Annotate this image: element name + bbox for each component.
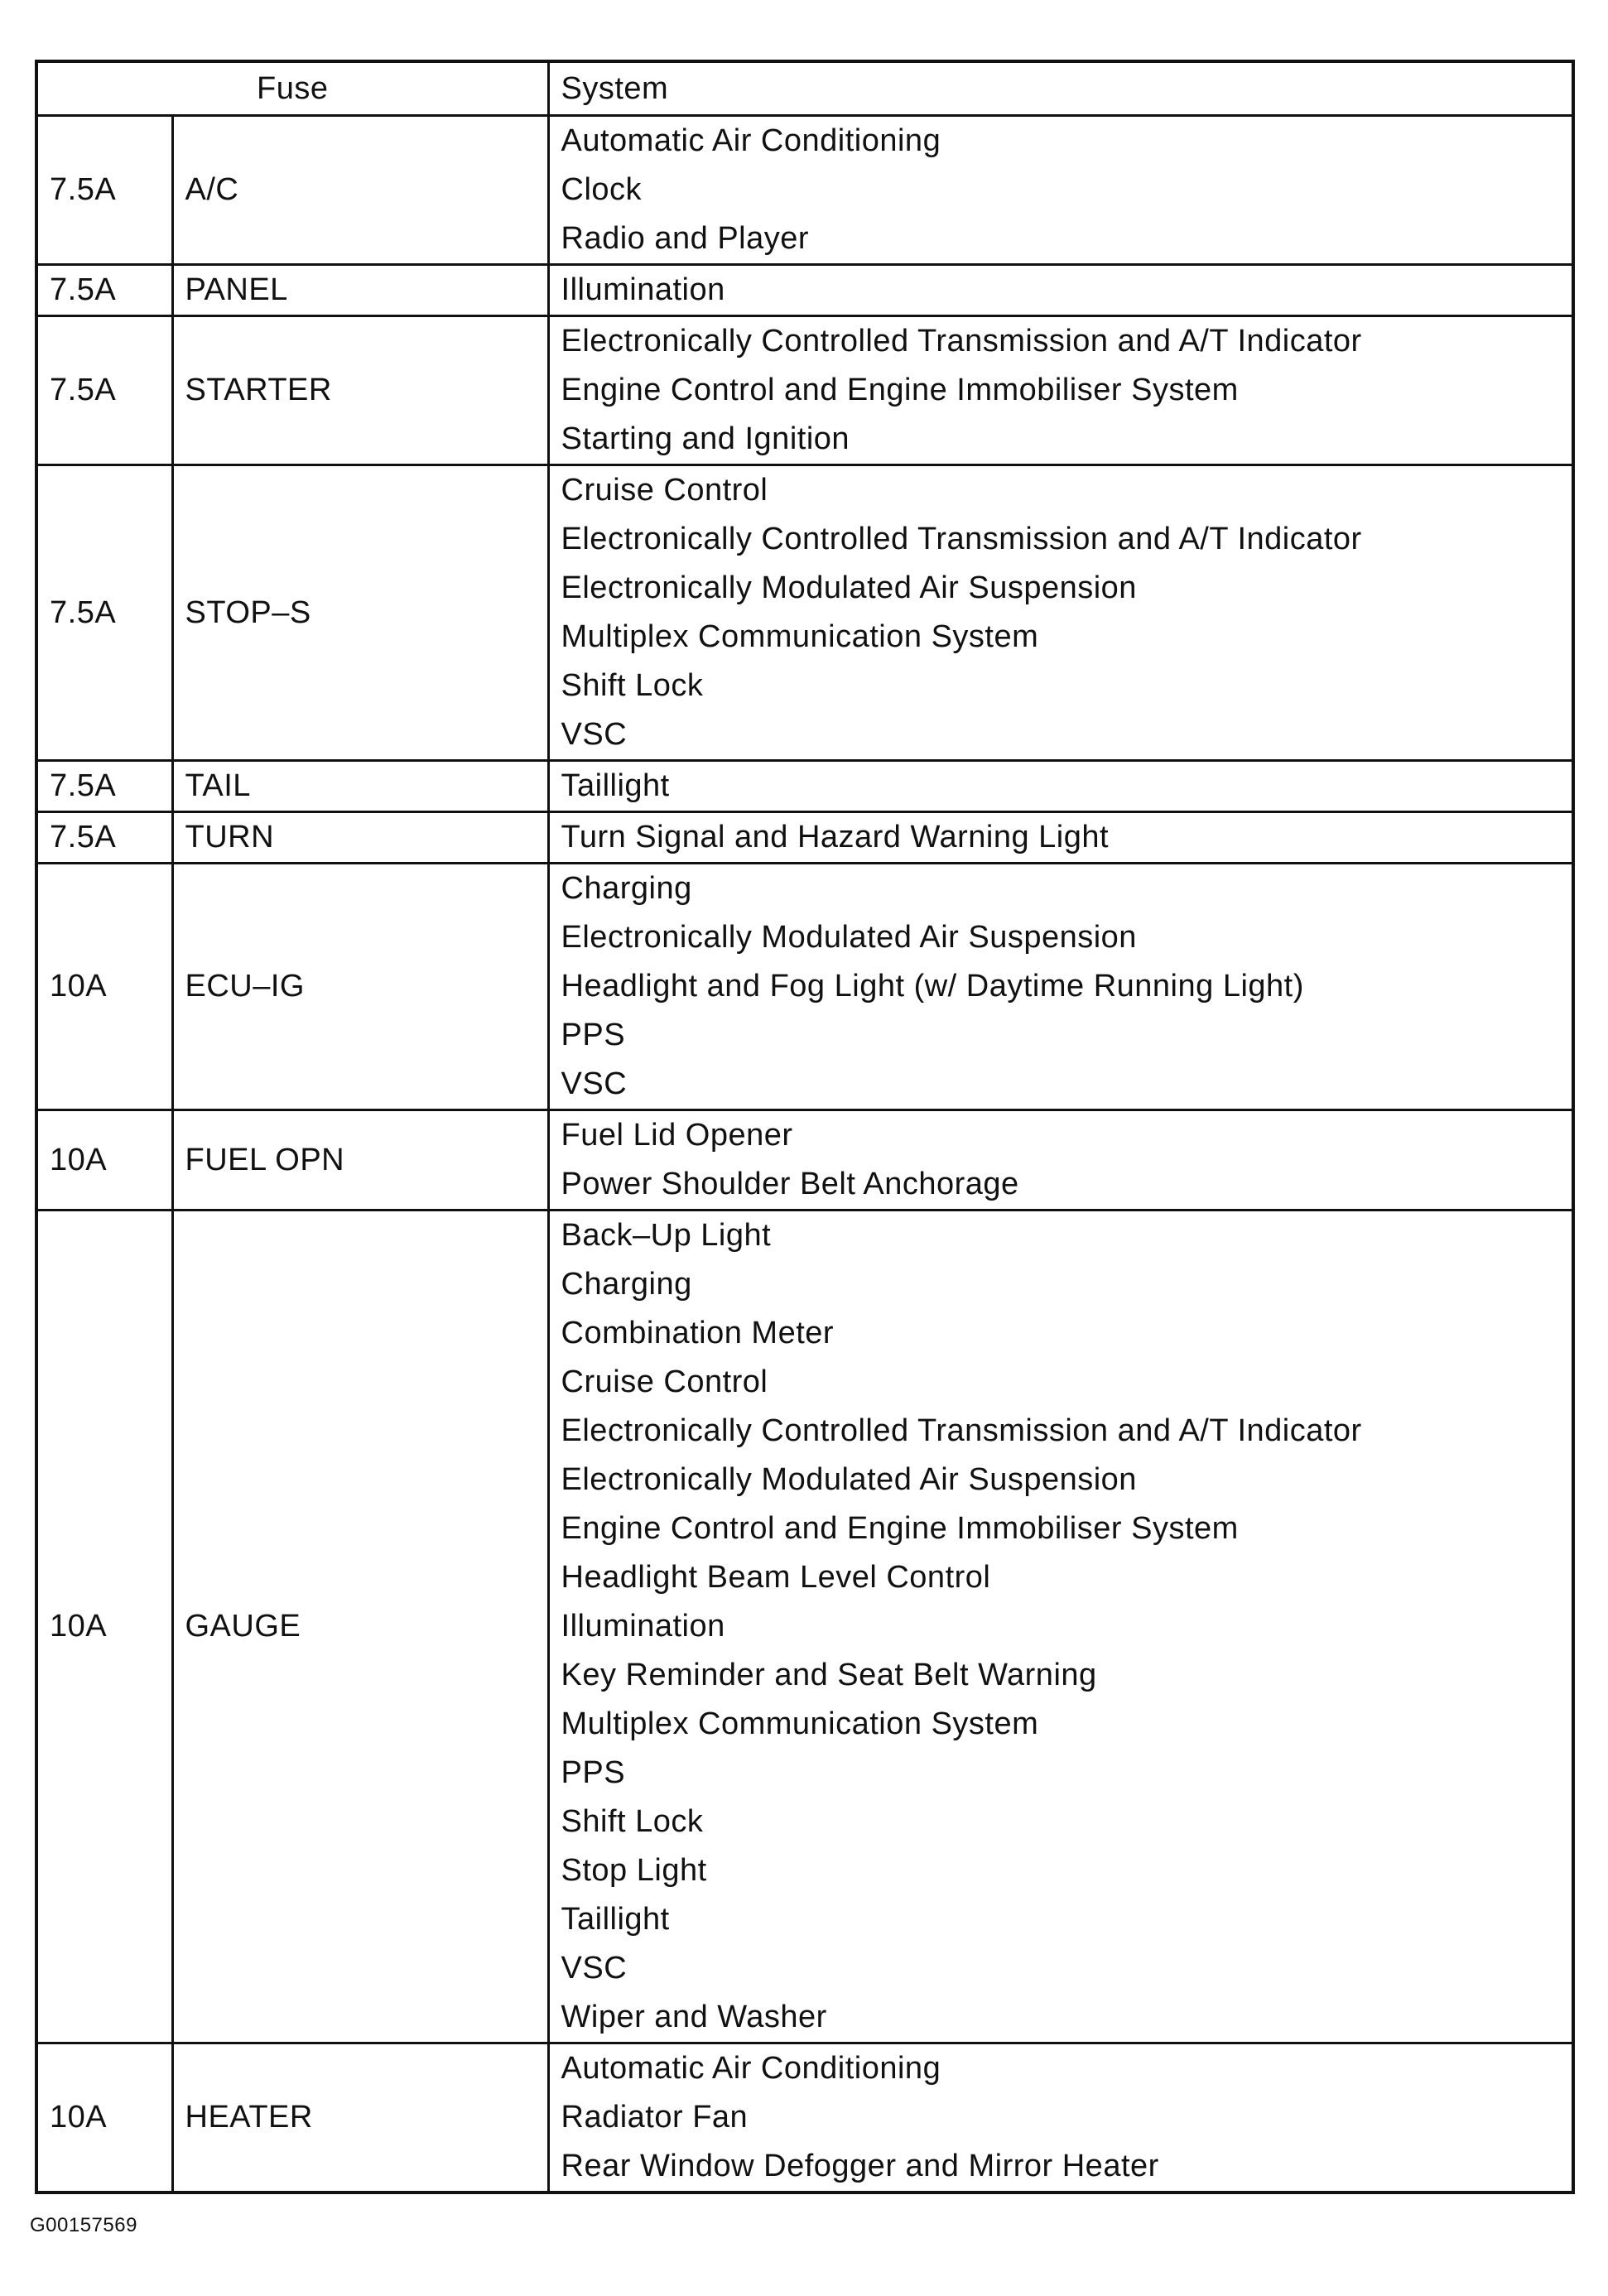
system-item: Multiplex Communication System	[561, 619, 1039, 654]
system-item: Stop Light	[561, 1853, 707, 1888]
fuse-amperage: 7.5A	[36, 265, 172, 316]
system-list	[548, 864, 1573, 1110]
system-item: Electronically Controlled Transmission and A/T Indicator	[561, 324, 1362, 359]
fuse-name: FUEL OPN	[172, 1110, 548, 1211]
fuse-table-body	[36, 116, 1573, 2193]
fuse-amperage: 7.5A	[36, 465, 172, 761]
system-list	[548, 465, 1573, 761]
fuse-amperage: 7.5A	[36, 316, 172, 465]
system-item: Illumination	[561, 1609, 725, 1644]
fuse-amperage: 7.5A	[36, 116, 172, 265]
fuse-table	[35, 60, 1575, 2194]
system-item: Engine Control and Engine Immobiliser System	[561, 1511, 1239, 1546]
fuse-name: TURN	[172, 812, 548, 864]
fuse-name: HEATER	[172, 2043, 548, 2193]
fuse-name: STARTER	[172, 316, 548, 465]
system-item: VSC	[561, 1951, 628, 1986]
system-list	[548, 2043, 1573, 2193]
fuse-amperage: 7.5A	[36, 761, 172, 812]
system-item: Electronically Controlled Transmission and A/T Indicator	[561, 1413, 1362, 1448]
system-item: PPS	[561, 1755, 626, 1790]
header-fuse: Fuse	[36, 61, 548, 116]
system-item: Shift Lock	[561, 1804, 704, 1839]
system-item: Illumination	[561, 272, 725, 307]
system-item: PPS	[561, 1018, 626, 1052]
table-row	[36, 1110, 1573, 1211]
table-row	[36, 2043, 1573, 2193]
system-item: Shift Lock	[561, 668, 704, 703]
system-item: Radiator Fan	[561, 2100, 749, 2135]
system-item: Back–Up Light	[561, 1218, 772, 1253]
system-item: Cruise Control	[561, 473, 768, 508]
system-item: VSC	[561, 717, 628, 752]
system-item: Multiplex Communication System	[561, 1706, 1039, 1741]
system-list	[548, 316, 1573, 465]
fuse-amperage: 10A	[36, 864, 172, 1110]
fuse-name: ECU–IG	[172, 864, 548, 1110]
fuse-name: PANEL	[172, 265, 548, 316]
system-list	[548, 265, 1573, 316]
system-list	[548, 116, 1573, 265]
system-item: VSC	[561, 1066, 628, 1101]
table-row	[36, 761, 1573, 812]
table-row	[36, 812, 1573, 864]
system-item: Key Reminder and Seat Belt Warning	[561, 1658, 1097, 1692]
system-item: Headlight Beam Level Control	[561, 1560, 991, 1595]
system-list	[548, 1110, 1573, 1211]
table-row	[36, 316, 1573, 465]
table-row	[36, 864, 1573, 1110]
system-list	[548, 812, 1573, 864]
fuse-name: GAUGE	[172, 1211, 548, 2043]
system-item: Cruise Control	[561, 1365, 768, 1399]
system-list	[548, 1211, 1573, 2043]
system-item: Turn Signal and Hazard Warning Light	[561, 820, 1110, 854]
table-row	[36, 1211, 1573, 2043]
fuse-amperage: 10A	[36, 1211, 172, 2043]
system-item: Wiper and Washer	[561, 2000, 827, 2034]
system-item: Electronically Modulated Air Suspension	[561, 920, 1137, 955]
system-item: Automatic Air Conditioning	[561, 123, 941, 158]
figure-id: G00157569	[30, 2214, 137, 2236]
system-item: Starting and Ignition	[561, 421, 850, 456]
system-item: Charging	[561, 871, 692, 906]
fuse-amperage: 10A	[36, 2043, 172, 2193]
header-system: System	[548, 61, 1573, 116]
system-item: Fuel Lid Opener	[561, 1118, 793, 1153]
system-item: Charging	[561, 1267, 692, 1302]
system-item: Radio and Player	[561, 221, 810, 256]
table-row	[36, 465, 1573, 761]
fuse-name: TAIL	[172, 761, 548, 812]
system-item: Power Shoulder Belt Anchorage	[561, 1167, 1019, 1201]
system-item: Combination Meter	[561, 1316, 835, 1350]
fuse-name: A/C	[172, 116, 548, 265]
fuse-amperage: 7.5A	[36, 812, 172, 864]
table-row	[36, 116, 1573, 265]
system-item: Electronically Controlled Transmission and A/T Indicator	[561, 522, 1362, 556]
fuse-table-page	[35, 60, 1575, 2194]
system-item: Electronically Modulated Air Suspension	[561, 1462, 1137, 1497]
system-item: Taillight	[561, 768, 670, 803]
system-item: Taillight	[561, 1902, 670, 1937]
system-item: Electronically Modulated Air Suspension	[561, 570, 1137, 605]
system-item: Rear Window Defogger and Mirror Heater	[561, 2149, 1159, 2183]
system-item: Automatic Air Conditioning	[561, 2051, 941, 2086]
system-item: Clock	[561, 172, 643, 207]
table-header-row	[36, 61, 1573, 116]
table-row	[36, 265, 1573, 316]
system-list	[548, 761, 1573, 812]
system-item: Headlight and Fog Light (w/ Daytime Running Light)	[561, 969, 1304, 1004]
fuse-amperage: 10A	[36, 1110, 172, 1211]
fuse-name: STOP–S	[172, 465, 548, 761]
system-item: Engine Control and Engine Immobiliser System	[561, 373, 1239, 407]
